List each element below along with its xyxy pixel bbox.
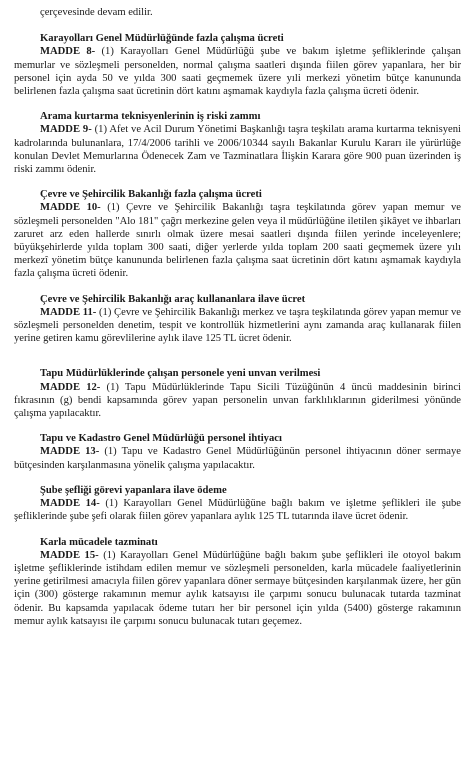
section-heading: Karla mücadele tazminatı [40,536,158,548]
madde-text: (1) Afet ve Acil Durum Yönetimi Başkanlığı taşra teşkilatı arama kurtarma teknisyeni kadrolarında bulunanlara, 17/4/2006 tarihli ve 2006/10344 sayılı Bakanlar Kurulu Kararı ile yürürlüğe konulan Devlet Memurlarına Ödenecek Zam ve Tazminatlara İlişkin Karara göre 900 puan üzerinden iş riski zammı ödenir. [14,124,461,176]
section-heading: Çevre ve Şehircilik Bakanlığı fazla çalışma ücreti [40,189,262,201]
section-heading: Şube şefliği görevi yapanlara ilave ödeme [40,484,227,496]
section-madde-15 [14,536,461,628]
madde-label: MADDE 9- [40,124,92,136]
intro-text: çerçevesinde devam edilir. [40,7,153,18]
section-heading: Arama kurtarma teknisyenlerinin iş riski zammı [40,111,261,123]
madde-text: (1) Karayolları Genel Müdürlüğüne bağlı bakım ve işletme şeflikleri ile şube şefliklerinde şube şefi olarak fiilen görev yapanlara aylık 125 TL tutarında ilave ücret ödenir. [14,498,461,523]
madde-text: (1) Çevre ve Şehircilik Bakanlığı taşra teşkilatında görev yapan memur ve sözleşmeli personelden "Alo 181" çağrı merkezine gelen veya il müdürlüğüne iletilen şikâyet ve ihbarları zaruret arz eden hallerde sınırlı olmak üzere mesai saatleri dışında fiilen yerinde inceleyenlere; büyükşehirlerde yılda toplam 300 saati, diğer yerlerde yılda toplam 200 saati geçmemek üzere yılı merkezî yönetim bütçe kanununda belirlenen fazla çalışma saat ücretinin dört katını aşmamak kaydıyla fazla çalışma ücreti ödenir. [14,202,461,280]
section-paragraph [14,497,461,523]
madde-label: MADDE 12- [40,381,101,393]
section-heading: Çevre ve Şehircilik Bakanlığı araç kullananlara ilave ücret [40,293,306,305]
section-paragraph [14,549,461,628]
madde-text: (1) Tapu ve Kadastro Genel Müdürlüğünün personel ihtiyacının döner sermaye bütçesinden karşılanmasına yönelik çalışma yapılacaktır. [14,446,461,471]
section-heading: Karayolları Genel Müdürlüğünde fazla çalışma ücreti [40,33,284,45]
section-paragraph [14,123,461,176]
section-paragraph [14,306,461,346]
madde-text: (1) Tapu Müdürlüklerinde Tapu Sicili Tüzüğünün 4 üncü maddesinin birinci fıkrasının (g) bendi kapsamında görev yapan personelin unvan farklılıklarının giderilmesi yönünde çalışma yapılacaktır. [14,381,461,420]
section-madde-11 [14,293,461,346]
section-paragraph [14,45,461,98]
section-madde-14 [14,484,461,524]
madde-text: (1) Çevre ve Şehircilik Bakanlığı merkez ve taşra teşkilatında görev yapan memur ve sözleşmeli personelden denetim, tespit ve kontrollük hizmetlerini aynı zamanda araç kullanarak fiilen yerine getiren kamu görevlilerine aylık ilave 125 TL ücret ödenir. [14,306,462,345]
section-madde-10 [14,188,461,280]
section-paragraph [14,381,461,421]
madde-label: MADDE 11- [40,306,97,318]
section-madde-13 [14,432,461,472]
section-madde-8 [14,32,461,98]
section-madde-9 [14,110,461,176]
madde-text: (1) Karayolları Genel Müdürlüğüne bağlı bakım şube şeflikleri ile otoyol bakım işletme şefliklerinde istihdam edilen memur ve sözleşmeli personelden, karla mücadele faaliyetlerinin yerine getirilmesi amacıyla fiilen görev yapanlara döner sermaye bütçesinden karşılanmak üzere, her gün için (300) gösterge rakamının memur aylık katsayısı ile çarpımı sonucu bulunacak tutarda tazminat ödenir. Bu kapsamda yapılacak ödeme tutarı her bir personel için yılda (5400) gösterge rakamının memur aylık katsayısı ile çarpımı sonucu bulunacak tutarı geçemez. [14,549,462,627]
madde-label: MADDE 15- [40,549,99,561]
section-heading: Tapu Müdürlüklerinde çalışan personele yeni unvan verilmesi [40,368,321,380]
madde-label: MADDE 10- [40,202,101,214]
madde-label: MADDE 13- [40,446,100,458]
section-madde-12 [14,367,461,420]
madde-text: (1) Karayolları Genel Müdürlüğü şube ve bakım işletme şefliklerinde çalışan memurlar ve sözleşmeli personelden, normal çalışma saatleri dışında fiilen görev yapanlara, her bir personel için ayda 50 ve yılda 300 saati geçmemek üzere yıli merkezi yönetim bütçe kanununda belirlenen fazla çalışma saat ücretinin dört katını aşmamak kaydıyla fazla çalışma ücreti ödenir. [14,46,461,98]
madde-label: MADDE 8- [40,46,96,58]
section-paragraph [14,201,461,280]
section-paragraph [14,445,461,471]
madde-label: MADDE 14- [40,498,100,510]
section-heading: Tapu ve Kadastro Genel Müdürlüğü personel ihtiyacı [40,433,282,445]
